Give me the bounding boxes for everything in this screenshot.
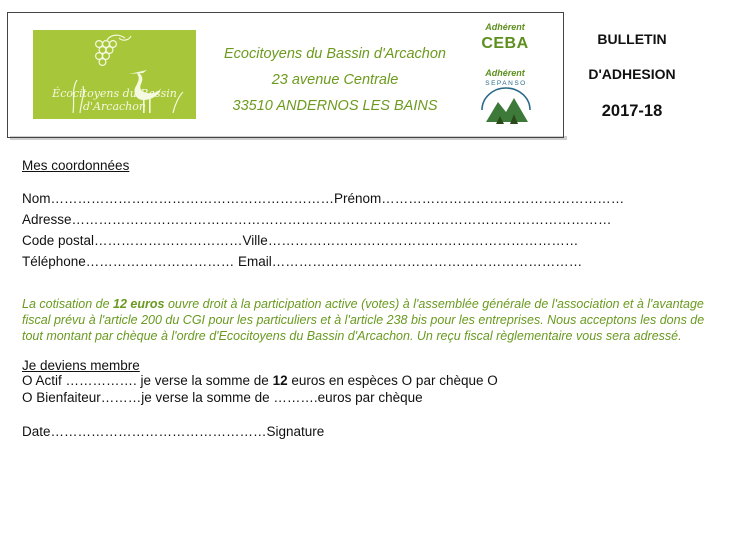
option-actif[interactable] [22, 373, 498, 388]
association-street: 23 avenue Centrale [271, 72, 399, 88]
field-adresse[interactable]: Adresse………………………………………………………………………………………………………… [22, 212, 612, 227]
cotisation-text-2: ouvre droit à la participation active (votes) à l'assemblée générale de l'association et à l'avantage fiscal prévu à l'article 200 du CGI pour les particuliers et à l'article 238 bis pour les entreprises. Nous acceptons les dons de tout montant par chèque à l'ordre d'Ecocitoyens du Bassin d'Arcachon. Un reçu fiscal règlementaire vous sera adressé. [22, 297, 705, 343]
field-nom-prenom[interactable]: Nom………………………………………………………Prénom……………………………………………… [22, 191, 625, 206]
coords-heading: Mes coordonnées [22, 158, 130, 173]
adhesion-title: D'ADHESION [588, 66, 676, 82]
season-year: 2017-18 [601, 102, 663, 120]
adherent-label-sepanso: Adhérent [485, 68, 525, 78]
actif-text-2: euros en espèces O par chèque O [287, 373, 498, 388]
adherent-label-ceba: Adhérent [485, 22, 525, 32]
membre-heading: Je deviens membre [22, 358, 140, 373]
cotisation-paragraph [22, 296, 724, 344]
association-name: Ecocitoyens du Bassin d'Arcachon [223, 46, 446, 62]
date-signature-line[interactable]: Date…………………………………………Signature [22, 424, 325, 439]
option-bienfaiteur[interactable]: O Bienfaiteur………je verse la somme de ……….euros par chèque [22, 390, 423, 405]
field-postal-ville[interactable]: Code postal……………………………Ville…………………………………………………………… [22, 233, 579, 248]
sepanso-mountain-icon [474, 80, 538, 128]
actif-text-1: O Actif ……………. je verse la somme de [22, 373, 273, 388]
association-logo [33, 30, 196, 119]
actif-amount: 12 [272, 373, 288, 388]
logo-caption: Écocitoyens du Bassin d'Arcachon [52, 87, 177, 113]
cotisation-text-1: La cotisation de [22, 297, 114, 311]
cotisation-amount: 12 euros [113, 297, 165, 311]
sepanso-logo [474, 80, 538, 128]
association-city: 33510 ANDERNOS LES BAINS [232, 98, 438, 114]
ceba-logo: CEBA [481, 35, 529, 52]
bulletin-title: BULLETIN [597, 31, 667, 47]
field-telephone-email[interactable]: Téléphone…………………………… Email…………………………………………………………… [22, 254, 583, 269]
sepanso-text: SEPANSO [485, 80, 527, 87]
